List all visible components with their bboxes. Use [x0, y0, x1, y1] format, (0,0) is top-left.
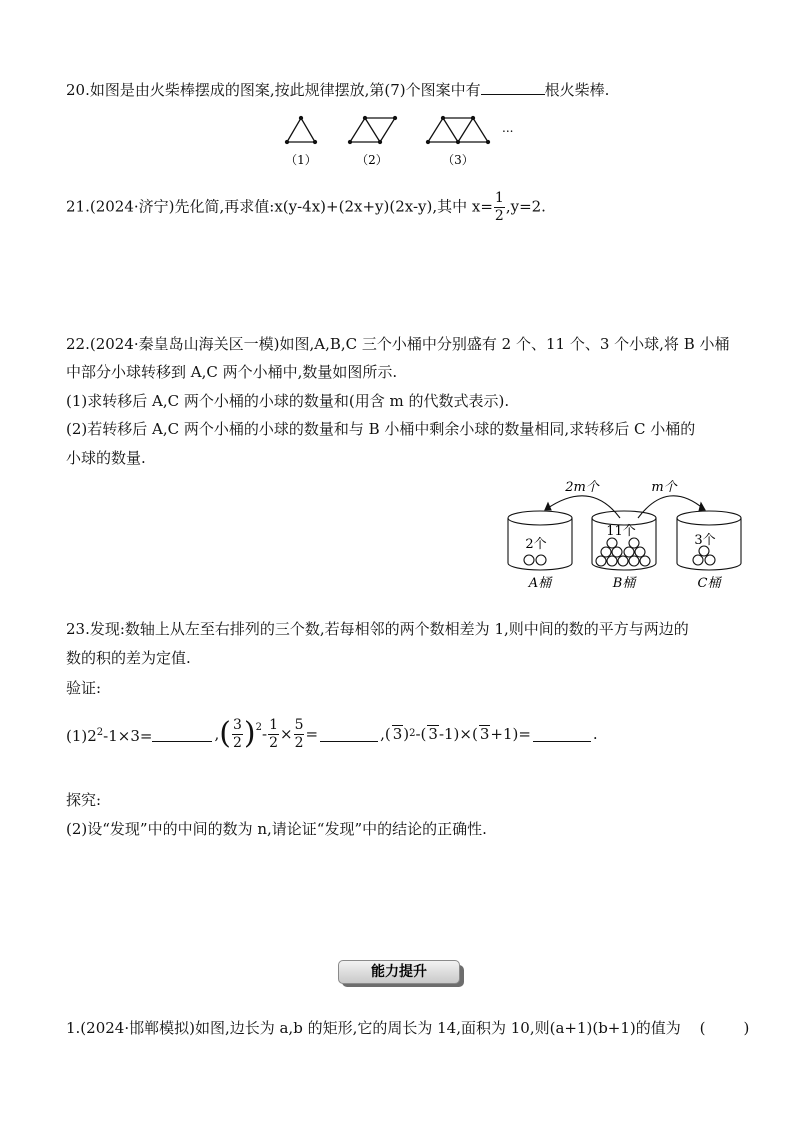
q23-line-1: 23.发现:数轴上从左至右排列的三个数,若每相邻的两个数相差为 1,则中间的数的平方与两边的: [66, 620, 689, 638]
q23-verify-heading: 验证:: [66, 679, 102, 697]
q21-fraction: $\frac{1}{2}$: [494, 190, 504, 224]
q20-suffix: 根火柴棒.: [544, 81, 610, 99]
section-badge-label: 能力提升: [338, 960, 460, 984]
bucket-c-label: C桶: [697, 576, 721, 591]
bucket-figure: [0, 470, 800, 600]
figure-label-1: （1）: [285, 153, 317, 167]
q23-expr-1: $(1)2^2-1\times 3=$: [66, 726, 153, 745]
bucket-b-label: B桶: [612, 576, 636, 591]
q22-line-1: 22.(2024·秦皇岛山海关区一模)如图,A,B,C 三个小桶中分别盛有 2 个、11 个、3 个小球,将 B 小桶: [66, 335, 730, 353]
q23-line-2: 数的积的差为定值.: [66, 649, 191, 667]
question-21: [66, 190, 546, 225]
q22-part-1: (1)求转移后 A,C 两个小桶的小球的数量和(用含 m 的代数式表示).: [66, 392, 510, 410]
section-badge: [338, 960, 464, 988]
question-20: [66, 80, 609, 100]
q23-blank-2[interactable]: [320, 727, 378, 742]
q22-line-5: 小球的数量.: [66, 449, 146, 467]
figure-label-2: （2）: [356, 153, 388, 167]
arrow-label-2m: 2m个: [565, 480, 599, 495]
q23-part-1: $(1)2^2-1\times 3=$ , ( $\frac{3}{2}$ ) $^2$ - $\frac{1}{2}$ × $\frac{5}{2}$ = ,( 3 ) 2 -( 3 -1)×( 3 +1)= .: [66, 716, 598, 751]
q20-prefix: 20.如图是由火柴棒摆成的图案,按此规律摆放,第(7)个图案中有: [66, 81, 481, 99]
q23-blank-3[interactable]: [533, 727, 591, 742]
figure-label-3: （3）: [442, 153, 474, 167]
q1-answer-bracket[interactable]: ( ): [699, 1019, 750, 1037]
figure-ellipsis: ...: [502, 121, 514, 135]
matchstick-figure: [0, 108, 800, 168]
q23-part-2: (2)设“发现”中的中间的数为 n,请论证“发现”中的结论的正确性.: [66, 820, 487, 838]
q1-text: 1.(2024·邯郸模拟)如图,边长为 a,b 的矩形,它的周长为 14,面积为 10,则(a+1)(b+1)的值为: [66, 1019, 681, 1037]
q21-suffix: ,y=2.: [505, 197, 546, 216]
question-1: [66, 1018, 749, 1038]
q23-explore-heading: 探究:: [66, 791, 102, 809]
q23-blank-1[interactable]: [152, 727, 212, 742]
bucket-a-count: 2个: [525, 537, 547, 552]
bucket-c-count: 3个: [694, 533, 716, 548]
q22-line-2: 中部分小球转移到 A,C 两个小桶中,数量如图所示.: [66, 363, 398, 381]
arrow-label-m: m个: [651, 480, 677, 495]
q20-answer-blank[interactable]: [481, 80, 545, 95]
q21-prefix: 21.(2024·济宁)先化简,再求值:x(y-4x)+(2x+y)(2x-y),其中 x=: [66, 197, 493, 216]
bucket-a-label: A桶: [528, 576, 552, 591]
q22-part-2: (2)若转移后 A,C 两个小桶的小球的数量和与 B 小桶中剩余小球的数量相同,求转移后 C 小桶的: [66, 420, 696, 438]
bucket-b-count: 11个: [606, 524, 636, 539]
